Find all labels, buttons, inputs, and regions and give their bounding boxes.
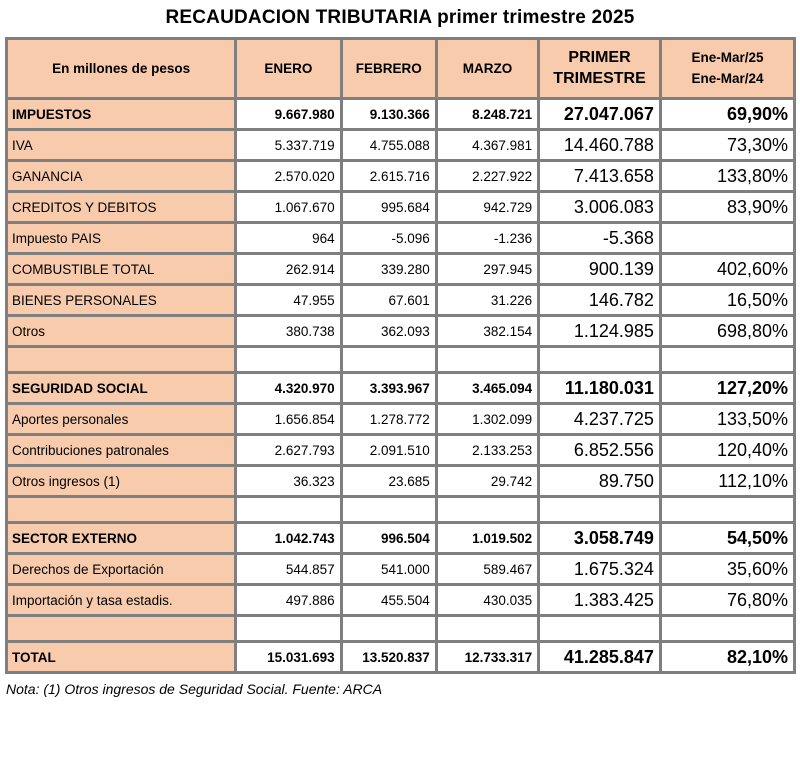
- table-row-blank: [7, 616, 795, 642]
- cell-marzo: 12.733.317: [436, 642, 538, 673]
- cell-enero: 47.955: [236, 285, 341, 316]
- cell-marzo: 297.945: [436, 254, 538, 285]
- cell-trimestre: 6.852.556: [539, 435, 661, 466]
- table-row-importacion-tasa: [7, 585, 795, 616]
- cell-enero: 2.627.793: [236, 435, 341, 466]
- cell-marzo: [436, 616, 538, 642]
- table-row-bienes-personales: [7, 285, 795, 316]
- cell-ratio: 112,10%: [660, 466, 794, 497]
- row-label: SEGURIDAD SOCIAL: [7, 373, 236, 404]
- cell-febrero: 2.615.716: [341, 161, 436, 192]
- footnote: Nota: (1) Otros ingresos de Seguridad Social. Fuente: ARCA: [6, 681, 383, 697]
- cell-ratio: 35,60%: [660, 554, 794, 585]
- cell-marzo: 3.465.094: [436, 373, 538, 404]
- cell-marzo: [436, 347, 538, 373]
- table-row-aportes-personales: [7, 404, 795, 435]
- cell-febrero: -5.096: [341, 223, 436, 254]
- col-header-ratio: [660, 39, 794, 99]
- cell-trimestre: [539, 616, 661, 642]
- table-row-otros: [7, 316, 795, 347]
- cell-enero: 9.667.980: [236, 99, 341, 130]
- cell-enero: 15.031.693: [236, 642, 341, 673]
- cell-trimestre: 7.413.658: [539, 161, 661, 192]
- cell-ratio: 16,50%: [660, 285, 794, 316]
- cell-marzo: 382.154: [436, 316, 538, 347]
- cell-trimestre: [539, 347, 661, 373]
- row-label: [7, 347, 236, 373]
- cell-febrero: 13.520.837: [341, 642, 436, 673]
- col-header-trimestre: [539, 39, 661, 99]
- cell-enero: 2.570.020: [236, 161, 341, 192]
- row-label: Contribuciones patronales: [7, 435, 236, 466]
- cell-enero: 1.042.743: [236, 523, 341, 554]
- cell-enero: 544.857: [236, 554, 341, 585]
- cell-ratio: 69,90%: [660, 99, 794, 130]
- table-row-seguridad-social: [7, 373, 795, 404]
- cell-trimestre: 14.460.788: [539, 130, 661, 161]
- cell-febrero: 995.684: [341, 192, 436, 223]
- cell-ratio: 120,40%: [660, 435, 794, 466]
- cell-enero: [236, 616, 341, 642]
- cell-ratio: 54,50%: [660, 523, 794, 554]
- cell-marzo: 1.019.502: [436, 523, 538, 554]
- cell-trimestre: 89.750: [539, 466, 661, 497]
- row-label: CREDITOS Y DEBITOS: [7, 192, 236, 223]
- row-label: Importación y tasa estadis.: [7, 585, 236, 616]
- row-label: Impuesto PAIS: [7, 223, 236, 254]
- cell-ratio: 133,50%: [660, 404, 794, 435]
- row-label: Derechos de Exportación: [7, 554, 236, 585]
- row-label: TOTAL: [7, 642, 236, 673]
- cell-trimestre: 41.285.847: [539, 642, 661, 673]
- cell-ratio: 83,90%: [660, 192, 794, 223]
- cell-marzo: 31.226: [436, 285, 538, 316]
- cell-ratio: 82,10%: [660, 642, 794, 673]
- cell-enero: 262.914: [236, 254, 341, 285]
- row-label: SECTOR EXTERNO: [7, 523, 236, 554]
- cell-febrero: 362.093: [341, 316, 436, 347]
- row-label: Otros: [7, 316, 236, 347]
- row-label: IMPUESTOS: [7, 99, 236, 130]
- cell-trimestre: 4.237.725: [539, 404, 661, 435]
- table-row-total: [7, 642, 795, 673]
- cell-ratio: 73,30%: [660, 130, 794, 161]
- table-header-row: [7, 39, 795, 99]
- cell-marzo: 942.729: [436, 192, 538, 223]
- table-row-otros-ingresos: [7, 466, 795, 497]
- col-header-trimestre-line2: TRIMESTRE: [553, 69, 646, 87]
- row-label: Aportes personales: [7, 404, 236, 435]
- col-header-trimestre-line1: PRIMER: [568, 48, 631, 66]
- col-header-ratio-line1: Ene-Mar/25: [691, 49, 764, 65]
- cell-febrero: [341, 347, 436, 373]
- row-label: GANANCIA: [7, 161, 236, 192]
- table-row-combustible-total: [7, 254, 795, 285]
- cell-marzo: [436, 497, 538, 523]
- row-label: BIENES PERSONALES: [7, 285, 236, 316]
- col-header-febrero: FEBRERO: [341, 39, 436, 99]
- cell-febrero: 2.091.510: [341, 435, 436, 466]
- tax-collection-table: [5, 37, 796, 674]
- cell-trimestre: 11.180.031: [539, 373, 661, 404]
- table-row-iva: [7, 130, 795, 161]
- cell-ratio: 698,80%: [660, 316, 794, 347]
- cell-trimestre: 3.006.083: [539, 192, 661, 223]
- row-label: IVA: [7, 130, 236, 161]
- cell-enero: [236, 347, 341, 373]
- cell-febrero: 3.393.967: [341, 373, 436, 404]
- col-header-enero: ENERO: [236, 39, 341, 99]
- cell-febrero: 996.504: [341, 523, 436, 554]
- row-label: [7, 616, 236, 642]
- cell-enero: 964: [236, 223, 341, 254]
- cell-trimestre: [539, 497, 661, 523]
- cell-marzo: -1.236: [436, 223, 538, 254]
- cell-enero: 5.337.719: [236, 130, 341, 161]
- cell-marzo: 29.742: [436, 466, 538, 497]
- cell-febrero: 67.601: [341, 285, 436, 316]
- table-row-impuestos: [7, 99, 795, 130]
- cell-ratio: [660, 347, 794, 373]
- cell-trimestre: 3.058.749: [539, 523, 661, 554]
- cell-enero: 1.067.670: [236, 192, 341, 223]
- cell-febrero: 541.000: [341, 554, 436, 585]
- cell-marzo: 1.302.099: [436, 404, 538, 435]
- table-row-creditos-y-debitos: [7, 192, 795, 223]
- cell-enero: 36.323: [236, 466, 341, 497]
- cell-febrero: 23.685: [341, 466, 436, 497]
- cell-enero: 4.320.970: [236, 373, 341, 404]
- cell-ratio: 127,20%: [660, 373, 794, 404]
- page-title: RECAUDACION TRIBUTARIA primer trimestre 2025: [165, 7, 635, 28]
- cell-trimestre: 900.139: [539, 254, 661, 285]
- table-row-contribuciones-patronales: [7, 435, 795, 466]
- cell-enero: 497.886: [236, 585, 341, 616]
- table-row-sector-externo: [7, 523, 795, 554]
- cell-trimestre: 146.782: [539, 285, 661, 316]
- cell-marzo: 8.248.721: [436, 99, 538, 130]
- cell-ratio: 133,80%: [660, 161, 794, 192]
- cell-marzo: 430.035: [436, 585, 538, 616]
- cell-febrero: 455.504: [341, 585, 436, 616]
- cell-marzo: 4.367.981: [436, 130, 538, 161]
- cell-enero: 1.656.854: [236, 404, 341, 435]
- table-row-blank: [7, 347, 795, 373]
- cell-trimestre: -5.368: [539, 223, 661, 254]
- cell-enero: 380.738: [236, 316, 341, 347]
- cell-ratio: [660, 223, 794, 254]
- table-row-blank: [7, 497, 795, 523]
- cell-marzo: 589.467: [436, 554, 538, 585]
- cell-marzo: 2.227.922: [436, 161, 538, 192]
- col-header-marzo: MARZO: [436, 39, 538, 99]
- report: [0, 7, 800, 697]
- col-header-label: En millones de pesos: [7, 39, 236, 99]
- cell-trimestre: 1.124.985: [539, 316, 661, 347]
- cell-febrero: [341, 497, 436, 523]
- cell-febrero: [341, 616, 436, 642]
- cell-marzo: 2.133.253: [436, 435, 538, 466]
- cell-ratio: 402,60%: [660, 254, 794, 285]
- row-label: COMBUSTIBLE TOTAL: [7, 254, 236, 285]
- cell-ratio: 76,80%: [660, 585, 794, 616]
- cell-ratio: [660, 616, 794, 642]
- row-label: Otros ingresos (1): [7, 466, 236, 497]
- cell-febrero: 1.278.772: [341, 404, 436, 435]
- cell-trimestre: 27.047.067: [539, 99, 661, 130]
- row-label: [7, 497, 236, 523]
- cell-ratio: [660, 497, 794, 523]
- table-row-ganancia: [7, 161, 795, 192]
- cell-febrero: 339.280: [341, 254, 436, 285]
- cell-febrero: 9.130.366: [341, 99, 436, 130]
- cell-febrero: 4.755.088: [341, 130, 436, 161]
- col-header-ratio-line2: Ene-Mar/24: [691, 70, 764, 86]
- cell-enero: [236, 497, 341, 523]
- cell-trimestre: 1.383.425: [539, 585, 661, 616]
- table-row-derechos-exportacion: [7, 554, 795, 585]
- cell-trimestre: 1.675.324: [539, 554, 661, 585]
- table-row-impuesto-pais: [7, 223, 795, 254]
